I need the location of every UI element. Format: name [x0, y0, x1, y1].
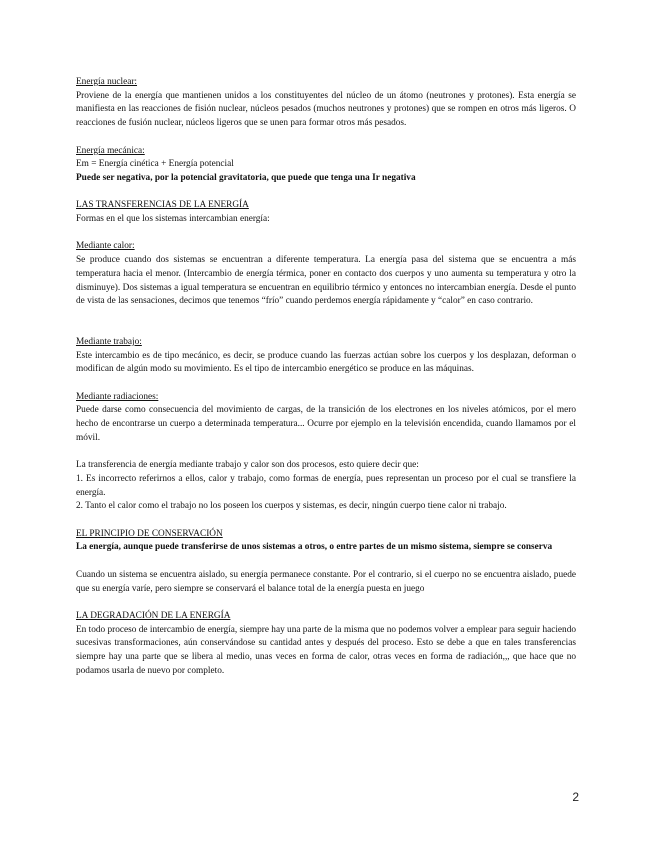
section-conservacion [76, 528, 576, 597]
section-radiaciones [76, 391, 576, 446]
heading-radiaciones: Mediante radiaciones: [76, 391, 159, 402]
heading-transferencias: LAS TRANSFERENCIAS DE LA ENERGÍA [76, 200, 249, 211]
list-item-procesos-2: 2. Tanto el calor como el trabajo no los poseen los cuerpos y sistemas, es decir, ningún cuerpo tiene calor ni trabajo. [76, 501, 507, 512]
section-degradacion [76, 610, 576, 679]
formula-energia-mecanica: Em = Energía cinética + Energía potencial [76, 159, 234, 170]
heading-energia-nuclear: Energía nuclear: [76, 77, 138, 87]
note-energia-negativa: Puede ser negativa, por la potencial gravitatoria, que puede que tenga una Ir negativa [76, 172, 416, 183]
section-energia-mecanica [76, 145, 576, 186]
document-page [76, 76, 576, 692]
paragraph-calor: Se produce cuando dos sistemas se encuentran a diferente temperatura. La energía pasa del sistema que se encuentra a más temperatura hacia el menor. (Intercambio de energía térmica, poner en contacto dos cuerpos y uno aumenta su temperatura y otro la disminuye). Dos sistemas a igual temperatura se encuentran en equilibrio térmico y entonces no intercambian energía. Desde el punto de vista de las sensaciones, decimos que tenemos “frío” cuando perdemos energía rápidamente y “calor” en caso contrario. [76, 255, 576, 307]
heading-degradacion: LA DEGRADACIÓN DE LA ENERGÍA [76, 610, 231, 621]
list-item-procesos-1: 1. Es incorrecto referirnos a ellos, calor y trabajo, como formas de energía, pues representan un proceso por el cual se transfiere la energía. [76, 473, 576, 498]
section-calor [76, 240, 576, 309]
heading-trabajo: Mediante trabajo: [76, 336, 142, 347]
paragraph-trabajo: Este intercambio es de tipo mecánico, es decir, se produce cuando las fuerzas actúan sobre los cuerpos y los desplazan, deforman o modifican de algún modo su movimiento. Es el tipo de intercambio energético se produce en las máquinas. [76, 350, 576, 375]
heading-conservacion: EL PRINCIPIO DE CONSERVACIÓN [76, 528, 223, 539]
statement-conservacion: La energía, aunque puede transferirse de unos sistemas a otros, o entre partes de un mismo sistema, siempre se conserva [76, 542, 553, 553]
section-trabajo [76, 336, 576, 377]
section-procesos [76, 459, 576, 514]
paragraph-conservacion: Cuando un sistema se encuentra aislado, su energía permanece constante. Por el contrario, si el cuerpo no se encuentra aislado, puede que su energía varíe, pero siempre se conservará el balance total de la energía puesta en juego [76, 569, 576, 594]
intro-procesos: La transferencia de energía mediante trabajo y calor son dos procesos, esto quiere decir que: [76, 460, 419, 471]
paragraph-energia-nuclear: Proviene de la energía que mantienen unidos a los constituyentes del núcleo de un átomo (neutrones y protones). Esta energía se manifiesta en las reacciones de fisión nuclear, núcleos pesados (muchos neutrones y protones) que se rompen en otros más ligeros. O reacciones de fusión nuclear, núcleos ligeros que se unen para formar otros más pesados. [76, 90, 576, 129]
section-energia-nuclear [76, 76, 576, 131]
page-number: 2 [572, 790, 579, 804]
heading-energia-mecanica: Energía mecánica: [76, 145, 145, 156]
paragraph-radiaciones: Puede darse como consecuencia del movimiento de cargas, de la transición de los electrones en los niveles atómicos, por el mero hecho de encontrarse un cuerpo a determinada temperatura... Ocurre por ejemplo en la televisión encendida, cuando llamamos por el móvil. [76, 405, 576, 443]
section-transferencias [76, 199, 576, 226]
paragraph-degradacion: En todo proceso de intercambio de energía, siempre hay una parte de la misma que no podemos volver a emplear para seguir haciendo sucesivas transformaciones, aún conservándose su cantidad antes y después del proceso. Esto se debe a que en tales transferencias siempre hay una parte que se libera al medio, unas veces en forma de calor, otras veces en forma de radiación,,, que hace que no podamos usarla de nuevo por completo. [76, 624, 576, 676]
heading-calor: Mediante calor: [76, 241, 135, 252]
intro-transferencias: Formas en el que los sistemas intercambian energía: [76, 214, 270, 224]
